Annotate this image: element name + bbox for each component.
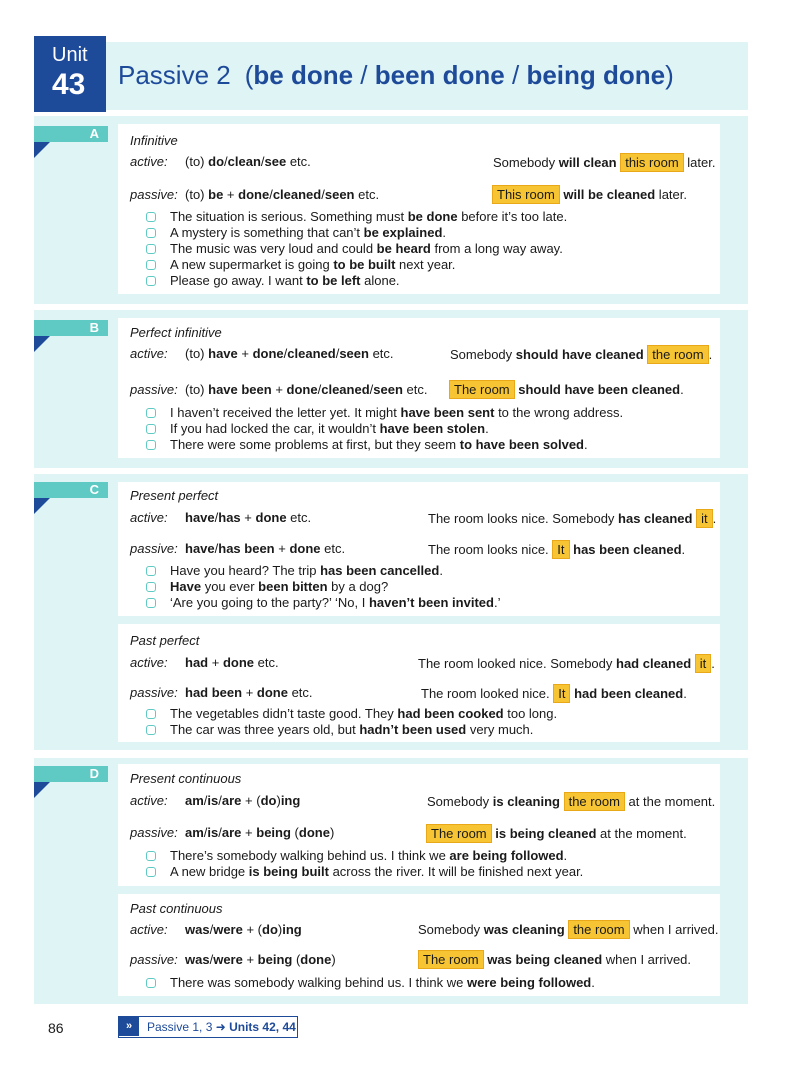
section-c-present-heading: Present perfect — [130, 488, 219, 503]
section-b-heading: Perfect infinitive — [130, 325, 222, 340]
list-item: A new bridge is being built across the river. It will be finished next year. — [170, 864, 584, 879]
section-c-past-passive-form: had been + done etc. — [185, 685, 313, 700]
unit-label: Unit — [52, 44, 88, 66]
section-b-active-form: (to) have + done/cleaned/seen etc. — [185, 346, 394, 361]
list-item: The vegetables didn’t taste good. They had been cooked too long. — [170, 706, 558, 721]
list-item: If you had locked the car, it wouldn’t have been stolen. — [170, 421, 489, 436]
highlight-subject: It — [553, 684, 570, 703]
unit-badge — [34, 36, 106, 112]
section-b-tab-corner — [34, 336, 50, 352]
double-chevron-icon: » — [119, 1017, 139, 1036]
section-d-tab: D — [34, 766, 108, 782]
section-d-present-heading: Present continuous — [130, 771, 242, 786]
list-item: A mystery is something that can’t be explained. — [170, 225, 447, 240]
section-d-past-heading: Past continuous — [130, 901, 223, 916]
section-b-passive-label: passive: — [130, 382, 178, 397]
section-a-tab-corner — [34, 142, 50, 158]
section-a-tab: A — [34, 126, 108, 142]
bullet-icon — [146, 598, 156, 608]
bullet-icon — [146, 244, 156, 254]
section-c-tab: C — [34, 482, 108, 498]
section-d-past-active-form: was/were + (do)ing — [185, 922, 302, 937]
section-d-past-active-example: Somebody was cleaning the room when I arrived. — [418, 922, 719, 937]
section-a-active-example: Somebody will clean this room later. — [493, 155, 716, 170]
list-item: There were some problems at first, but they seem to have been solved. — [170, 437, 588, 452]
section-c-present-passive-form: have/has been + done etc. — [185, 541, 346, 556]
highlight-object: the room — [564, 792, 625, 811]
bullet-icon — [146, 725, 156, 735]
list-item: The car was three years old, but hadn’t been used very much. — [170, 722, 534, 737]
list-item: A new supermarket is going to be built next year. — [170, 257, 456, 272]
section-c-present-active-form: have/has + done etc. — [185, 510, 312, 525]
list-item: The situation is serious. Something must be done before it’s too late. — [170, 209, 568, 224]
page-title: Passive 2 (be done / been done / being done) — [118, 60, 674, 90]
section-b-active-label: active: — [130, 346, 168, 361]
cross-reference-text: Passive 1, 3 ➜ Units 42, 44 — [147, 1020, 296, 1034]
highlight-object: this room — [620, 153, 683, 172]
bullet-icon — [146, 228, 156, 238]
bullet-icon — [146, 582, 156, 592]
section-d-present-active-label: active: — [130, 793, 168, 808]
section-c-past-passive-label: passive: — [130, 685, 178, 700]
section-b-active-example: Somebody should have cleaned the room . — [450, 347, 713, 362]
list-item: The music was very loud and could be heard from a long way away. — [170, 241, 563, 256]
section-d-present-active-form: am/is/are + (do)ing — [185, 793, 301, 808]
section-b-tab: B — [34, 320, 108, 336]
page-number: 86 — [48, 1020, 64, 1036]
section-c-present-active-example: The room looks nice. Somebody has cleaned it . — [428, 511, 717, 526]
section-c-present-passive-example: The room looks nice. It has been cleaned. — [428, 542, 686, 557]
list-item: ‘Are you going to the party?’ ‘No, I haven’t been invited.’ — [170, 595, 501, 610]
section-d-past-active-label: active: — [130, 922, 168, 937]
section-c-past-active-form: had + done etc. — [185, 655, 279, 670]
section-a-passive-label: passive: — [130, 187, 178, 202]
section-c-past-active-label: active: — [130, 655, 168, 670]
bullet-icon — [146, 408, 156, 418]
list-item: There’s somebody walking behind us. I think we are being followed. — [170, 848, 568, 863]
cross-reference-link[interactable] — [118, 1016, 298, 1038]
list-item: Have you heard? The trip has been cancelled. — [170, 563, 443, 578]
bullet-icon — [146, 709, 156, 719]
section-b-passive-example: The room should have been cleaned. — [449, 380, 684, 399]
bullet-icon — [146, 851, 156, 861]
section-b-passive-form: (to) have been + done/cleaned/seen etc. — [185, 382, 428, 397]
section-d-tab-corner — [34, 782, 50, 798]
section-d-past-passive-example: The room was being cleaned when I arrived. — [418, 950, 691, 969]
bullet-icon — [146, 212, 156, 222]
section-a-passive-form: (to) be + done/cleaned/seen etc. — [185, 187, 380, 202]
section-c-present-active-label: active: — [130, 510, 168, 525]
section-c-past-heading: Past perfect — [130, 633, 200, 648]
list-item: Have you ever been bitten by a dog? — [170, 579, 389, 594]
bullet-icon — [146, 260, 156, 270]
section-d-present-passive-example: The room is being cleaned at the moment. — [426, 824, 687, 843]
highlight-object: the room — [568, 920, 629, 939]
highlight-subject: This room — [492, 185, 560, 204]
section-d-present-passive-label: passive: — [130, 825, 178, 840]
bullet-icon — [146, 867, 156, 877]
bullet-icon — [146, 276, 156, 286]
highlight-object: it — [695, 654, 712, 673]
section-c-past-passive-example: The room looked nice. It had been cleaned. — [421, 686, 687, 701]
highlight-subject: The room — [426, 824, 492, 843]
section-c-tab-corner — [34, 498, 50, 514]
highlight-subject: The room — [449, 380, 515, 399]
section-a-active-form: (to) do/clean/see etc. — [185, 154, 311, 169]
bullet-icon — [146, 440, 156, 450]
list-item: There was somebody walking behind us. I think we were being followed. — [170, 975, 595, 990]
bullet-icon — [146, 566, 156, 576]
section-a-heading: Infinitive — [130, 133, 178, 148]
highlight-object: it — [696, 509, 713, 528]
bullet-icon — [146, 978, 156, 988]
section-d-present-passive-form: am/is/are + being (done) — [185, 825, 335, 840]
section-d-present-active-example: Somebody is cleaning the room at the moment. — [427, 794, 716, 809]
section-a-active-label: active: — [130, 154, 168, 169]
section-c-past-active-example: The room looked nice. Somebody had cleaned it . — [418, 656, 715, 671]
section-d-past-passive-form: was/were + being (done) — [185, 952, 336, 967]
bullet-icon — [146, 424, 156, 434]
unit-number: 43 — [52, 68, 86, 101]
list-item: Please go away. I want to be left alone. — [170, 273, 400, 288]
list-item: I haven’t received the letter yet. It might have been sent to the wrong address. — [170, 405, 624, 420]
highlight-subject: The room — [418, 950, 484, 969]
highlight-subject: It — [552, 540, 569, 559]
section-d-past-passive-label: passive: — [130, 952, 178, 967]
highlight-object: the room — [647, 345, 708, 364]
section-a-passive-example: This room will be cleaned later. — [492, 185, 687, 204]
section-c-present-passive-label: passive: — [130, 541, 178, 556]
